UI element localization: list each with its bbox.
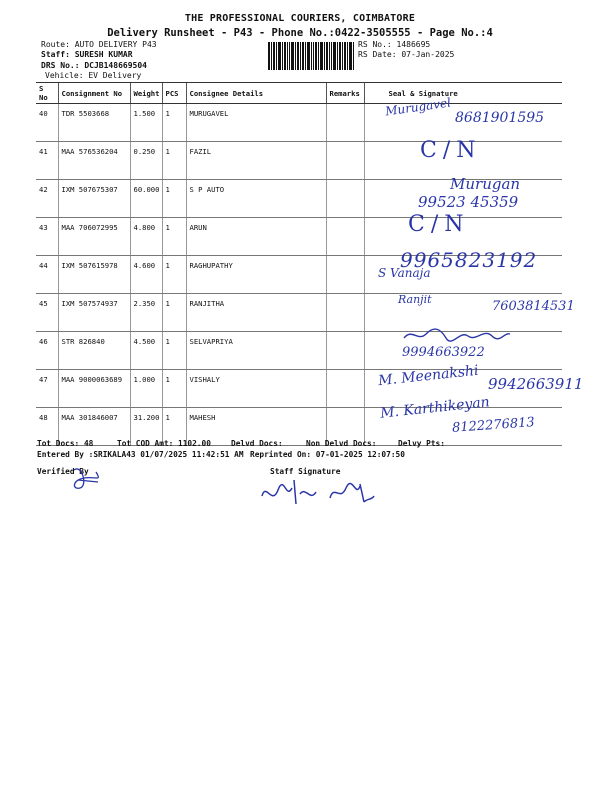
cell-consignment: IXM 507675307: [58, 180, 130, 218]
cell-consignment: MAA 9000063689: [58, 370, 130, 408]
cell-consignee: RAGHUPATHY: [186, 256, 326, 294]
handwritten-phone: 9942663911: [488, 375, 584, 393]
cell-consignment: IXM 507615978: [58, 256, 130, 294]
cell-sno: 44: [36, 256, 58, 294]
table-header-row: [36, 83, 562, 104]
cell-pcs: 1: [162, 332, 186, 370]
rs-number: RS No.: 1486695: [358, 40, 431, 49]
reprinted-on: Reprinted On: 07-01-2025 12:07:50: [250, 450, 405, 459]
handwritten-phone: 9994663922: [402, 345, 485, 360]
cell-remarks: [326, 370, 364, 408]
cell-remarks: [326, 294, 364, 332]
handwritten-name: Murugan: [450, 175, 521, 193]
cell-pcs: 1: [162, 104, 186, 142]
staff-label: Staff: SURESH KUMAR: [41, 50, 133, 59]
staff-signature: [256, 476, 376, 510]
cell-consignment: MAA 576536204: [58, 142, 130, 180]
handwritten-phone: 8122276813: [451, 415, 536, 436]
cell-consignee: ARUN: [186, 218, 326, 256]
vehicle-label: Vehicle: EV Delivery: [45, 71, 142, 80]
cell-consignment: STR 826840: [58, 332, 130, 370]
cell-remarks: [326, 104, 364, 142]
cell-pcs: 1: [162, 218, 186, 256]
total-docs: Tot Docs: 48: [37, 439, 94, 448]
cell-consignment: MAA 301846007: [58, 408, 130, 446]
cell-sno: 43: [36, 218, 58, 256]
rs-date: RS Date: 07-Jan-2025: [358, 50, 455, 59]
cell-consignment: MAA 706072995: [58, 218, 130, 256]
cell-weight: 4.800: [130, 218, 162, 256]
signature-scribble: [400, 324, 515, 346]
barcode: [268, 42, 354, 70]
verifier-signature: [68, 462, 108, 492]
col-header: Consignment No: [58, 83, 130, 104]
table-row: [36, 142, 562, 180]
cell-pcs: 1: [162, 180, 186, 218]
runsheet-subtitle: Delivery Runsheet - P43 - Phone No.:0422-3505555 - Page No.:4: [107, 27, 493, 39]
cell-sno: 42: [36, 180, 58, 218]
handwritten-name: Ranjit: [398, 293, 432, 306]
route-label: Route: AUTO DELIVERY P43: [41, 40, 157, 49]
cell-sno: 40: [36, 104, 58, 142]
cell-consignment: IXM 507574937: [58, 294, 130, 332]
cell-sno: 48: [36, 408, 58, 446]
cell-remarks: [326, 142, 364, 180]
cell-pcs: 1: [162, 370, 186, 408]
cell-consignee: RANJITHA: [186, 294, 326, 332]
entered-by: Entered By :SRIKALA43 01/07/2025 11:42:51 AM: [37, 450, 244, 459]
handwritten-phone: 99523 45359: [418, 193, 519, 211]
cell-consignment: TDR 5503668: [58, 104, 130, 142]
cell-pcs: 1: [162, 408, 186, 446]
cell-weight: 1.000: [130, 370, 162, 408]
delivery-points: Delvy Pts:: [398, 439, 445, 448]
cell-remarks: [326, 332, 364, 370]
col-header: PCS: [162, 83, 186, 104]
cell-pcs: 1: [162, 294, 186, 332]
cell-consignee: VISHALY: [186, 370, 326, 408]
handwritten-name: S Vanaja: [378, 266, 431, 280]
cell-pcs: 1: [162, 256, 186, 294]
cell-sno: 41: [36, 142, 58, 180]
cell-consignee: S P AUTO: [186, 180, 326, 218]
total-cod-amount: Tot COD Amt: 1102.00: [117, 439, 211, 448]
verified-by-label: Verified By: [37, 467, 89, 476]
col-header: S No: [36, 83, 58, 104]
handwritten-phone: 7603814531: [492, 299, 575, 314]
cell-consignee: MURUGAVEL: [186, 104, 326, 142]
cell-weight: 4.600: [130, 256, 162, 294]
cell-consignee: MAHESH: [186, 408, 326, 446]
handwritten-note: C/N: [420, 138, 482, 163]
cell-weight: 4.500: [130, 332, 162, 370]
cell-remarks: [326, 180, 364, 218]
col-header: Seal & Signature: [364, 83, 562, 104]
company-title: THE PROFESSIONAL COURIERS, COIMBATORE: [184, 13, 416, 24]
cell-consignee: FAZIL: [186, 142, 326, 180]
handwritten-name: M. Karthikeyan: [379, 394, 491, 422]
handwritten-note: C/N: [408, 212, 470, 237]
drs-label: DRS No.: DCJB148669504: [41, 61, 147, 70]
cell-weight: 2.350: [130, 294, 162, 332]
handwritten-phone: 8681901595: [455, 110, 545, 126]
staff-signature-label: Staff Signature: [270, 467, 341, 476]
cell-weight: 60.000: [130, 180, 162, 218]
col-header: Weight: [130, 83, 162, 104]
col-header: Remarks: [326, 83, 364, 104]
cell-weight: 1.500: [130, 104, 162, 142]
cell-remarks: [326, 218, 364, 256]
cell-sno: 46: [36, 332, 58, 370]
handwritten-name: Murugavel: [384, 95, 452, 119]
cell-remarks: [326, 256, 364, 294]
cell-pcs: 1: [162, 142, 186, 180]
cell-sno: 45: [36, 294, 58, 332]
cell-weight: 0.250: [130, 142, 162, 180]
cell-consignee: SELVAPRIYA: [186, 332, 326, 370]
cell-sno: 47: [36, 370, 58, 408]
handwritten-name: M. Meenakshi: [377, 362, 480, 390]
handwritten-phone: 9965823192: [400, 248, 538, 272]
col-header: Consignee Details: [186, 83, 326, 104]
non-delivered-docs: Non Delvd Docs:: [306, 439, 377, 448]
cell-weight: 31.200: [130, 408, 162, 446]
delivered-docs: Delvd Docs:: [231, 439, 283, 448]
